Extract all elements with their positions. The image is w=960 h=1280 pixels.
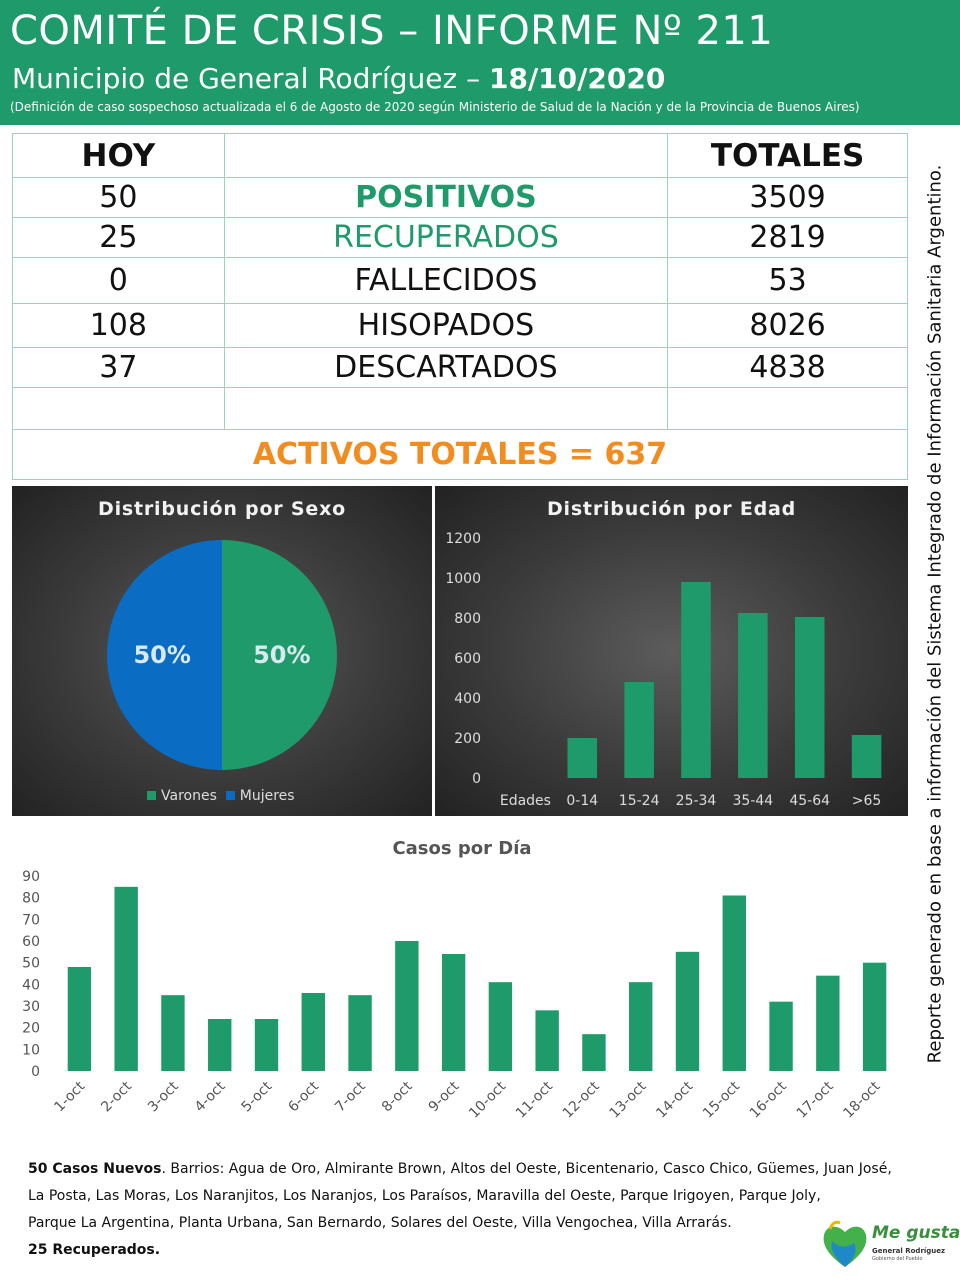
age-x-tick-label: Edades: [499, 793, 551, 809]
col-label-header: [224, 134, 668, 178]
empty-cell: [13, 388, 225, 430]
age-x-tick-label: 25-34: [675, 793, 717, 809]
stats-table: [12, 133, 908, 480]
descartados-hoy: 37: [13, 348, 225, 388]
fallecidos-hoy: 0: [13, 258, 225, 304]
stats-row-recuperados: [13, 218, 908, 258]
daily-bar: [302, 993, 325, 1071]
daily-x-tick-label: 14-oct: [653, 1078, 697, 1122]
daily-bar: [114, 887, 137, 1071]
daily-y-tick-label: 50: [22, 955, 40, 972]
me-gusta-logo: [820, 1215, 960, 1275]
daily-x-tick-label: 13-oct: [606, 1078, 650, 1122]
daily-x-tick-label: 3-oct: [145, 1078, 182, 1116]
daily-x-tick-label: 11-oct: [512, 1078, 556, 1122]
daily-x-tick-label: 7-oct: [332, 1078, 369, 1116]
positivos-label: POSITIVOS: [224, 178, 668, 218]
recuperados-label: RECUPERADOS: [224, 218, 668, 258]
stats-row-hisopados: [13, 304, 908, 348]
daily-y-tick-label: 40: [22, 977, 40, 994]
stats-header-row: [13, 134, 908, 178]
age-bar: [568, 738, 598, 778]
daily-x-tick-label: 2-oct: [98, 1078, 135, 1116]
daily-x-tick-label: 17-oct: [793, 1078, 837, 1122]
daily-bar: [442, 954, 465, 1071]
report-date: 18/10/2020: [488, 62, 666, 95]
heart-logo-icon: [820, 1217, 870, 1272]
age-bar: [681, 582, 711, 778]
daily-bar: [629, 982, 652, 1071]
daily-chart-title: Casos por Día: [392, 838, 532, 859]
footer-notes: [28, 1156, 898, 1264]
daily-bar: [676, 952, 699, 1071]
daily-x-tick-label: 9-oct: [425, 1078, 463, 1116]
daily-y-tick-label: 80: [22, 890, 40, 907]
positivos-total: 3509: [668, 178, 908, 218]
new-cases-count: 50 Casos Nuevos: [28, 1161, 162, 1177]
hisopados-total: 8026: [668, 304, 908, 348]
daily-x-tick-label: 18-oct: [840, 1078, 884, 1122]
hisopados-hoy: 108: [13, 304, 225, 348]
daily-x-tick-label: 10-oct: [466, 1078, 510, 1122]
report-header: [0, 0, 960, 125]
age-y-tick-label: 800: [454, 611, 481, 627]
age-y-tick-label: 1000: [445, 571, 481, 587]
recuperados-hoy: 25: [13, 218, 225, 258]
activos-totales: ACTIVOS TOTALES = 637: [13, 430, 908, 480]
daily-x-tick-label: 16-oct: [746, 1078, 790, 1122]
fallecidos-total: 53: [668, 258, 908, 304]
source-note: [920, 150, 950, 1078]
barrios-list: . Barrios: Agua de Oro, Almirante Brown, Altos del Oeste, Bicentenario, Casco Chico, Güemes, Juan José,: [161, 1161, 892, 1177]
daily-cases-chart: [0, 830, 910, 1130]
stats-row-descartados: [13, 348, 908, 388]
daily-bar: [816, 976, 839, 1071]
age-x-tick-label: 35-44: [732, 793, 774, 809]
age-distribution-panel: [435, 486, 908, 816]
age-x-tick-label: >65: [851, 793, 882, 809]
daily-bar: [348, 995, 371, 1071]
age-bar-chart: [435, 486, 908, 816]
sex-pie-chart: [12, 486, 432, 816]
age-chart-title: Distribución por Edad: [546, 498, 797, 520]
daily-bar: [208, 1019, 231, 1071]
age-x-tick-label: 45-64: [789, 793, 831, 809]
legend-varones-swatch: [147, 791, 156, 800]
daily-bar: [582, 1034, 605, 1071]
descartados-total: 4838: [668, 348, 908, 388]
descartados-label: DESCARTADOS: [224, 348, 668, 388]
empty-cell: [668, 388, 908, 430]
daily-y-tick-label: 70: [22, 912, 40, 929]
stats-row-fallecidos: [13, 258, 908, 304]
age-y-tick-label: 1200: [445, 531, 481, 547]
age-y-tick-label: 0: [472, 771, 481, 787]
legend-varones: Varones: [161, 788, 217, 804]
footer-line-2: La Posta, Las Moras, Los Naranjitos, Los Naranjos, Los Paraísos, Maravilla del Oeste, Parque Irigoyen, Parque Joly,: [28, 1188, 821, 1204]
daily-bar: [489, 982, 512, 1071]
daily-bar: [535, 1010, 558, 1071]
daily-y-tick-label: 0: [31, 1064, 40, 1080]
positivos-hoy: 50: [13, 178, 225, 218]
fallecidos-label: FALLECIDOS: [224, 258, 668, 304]
stats-row-empty: [13, 388, 908, 430]
recuperados-total: 2819: [668, 218, 908, 258]
daily-x-tick-label: 12-oct: [559, 1078, 603, 1122]
logo-text-gov: Gobierno del Pueblo: [872, 1256, 923, 1262]
case-definition-note: (Definición de caso sospechoso actualizada el 6 de Agosto de 2020 según Ministerio de Salud de la Nación y de la Provincia de Buenos Aires): [10, 100, 860, 114]
age-x-tick-label: 0-14: [566, 793, 599, 809]
col-hoy-header: HOY: [13, 134, 225, 178]
daily-y-tick-label: 30: [22, 999, 40, 1015]
daily-y-tick-label: 10: [22, 1042, 40, 1059]
age-y-tick-label: 200: [454, 731, 481, 747]
footer-line-4: [28, 1237, 898, 1264]
age-bar: [795, 617, 825, 778]
daily-x-tick-label: 15-oct: [700, 1078, 744, 1122]
daily-bar: [255, 1019, 278, 1071]
sex-distribution-panel: [12, 486, 432, 816]
daily-y-tick-label: 90: [22, 869, 40, 885]
logo-text-city: General Rodríguez: [872, 1247, 946, 1255]
footer-line-1: [28, 1156, 898, 1183]
daily-y-tick-label: 60: [22, 934, 40, 950]
age-x-tick-label: 15-24: [618, 793, 660, 809]
hisopados-label: HISOPADOS: [224, 304, 668, 348]
subtitle-municipio: Municipio de General Rodríguez –: [12, 62, 481, 95]
daily-y-tick-label: 20: [22, 1020, 40, 1037]
daily-bar: [68, 967, 91, 1071]
footer-line-3: Parque La Argentina, Planta Urbana, San Bernardo, Solares del Oeste, Villa Vengochea, Villa Arrarás.: [28, 1215, 732, 1231]
empty-cell: [224, 388, 668, 430]
daily-x-tick-label: 8-oct: [378, 1078, 416, 1116]
daily-x-tick-label: 5-oct: [238, 1078, 276, 1116]
legend-mujeres: Mujeres: [239, 788, 295, 804]
age-bar: [624, 682, 654, 778]
stats-row-activos: [13, 430, 908, 480]
age-bar: [852, 735, 882, 778]
stats-row-positivos: [13, 178, 908, 218]
daily-bar: [863, 963, 886, 1071]
age-y-tick-label: 400: [454, 691, 481, 707]
daily-bar: [161, 995, 184, 1071]
col-totales-header: TOTALES: [668, 134, 908, 178]
daily-bar: [769, 1002, 792, 1071]
age-bar: [738, 613, 768, 778]
source-note-text: Reporte generado en base a información del Sistema Integrado de Información Sanitaria Argentino.: [924, 164, 946, 1064]
age-y-tick-label: 600: [454, 651, 481, 667]
pie-data-label: 50%: [133, 641, 191, 669]
legend-mujeres-swatch: [226, 791, 235, 800]
sex-chart-legend: [147, 788, 295, 804]
report-title: COMITÉ DE CRISIS – INFORME Nº 211: [10, 8, 774, 54]
daily-bar: [395, 941, 418, 1071]
daily-x-tick-label: 4-oct: [191, 1078, 229, 1116]
logo-text-main: Me gusta: [872, 1223, 960, 1243]
pie-data-label: 50%: [253, 641, 311, 669]
daily-x-tick-label: 1-oct: [51, 1078, 89, 1116]
daily-x-tick-label: 6-oct: [285, 1078, 323, 1116]
recovered-count: 25 Recuperados.: [28, 1242, 161, 1258]
report-subtitle: [12, 62, 665, 95]
daily-bar: [723, 896, 746, 1072]
sex-chart-title: Distribución por Sexo: [98, 498, 346, 520]
